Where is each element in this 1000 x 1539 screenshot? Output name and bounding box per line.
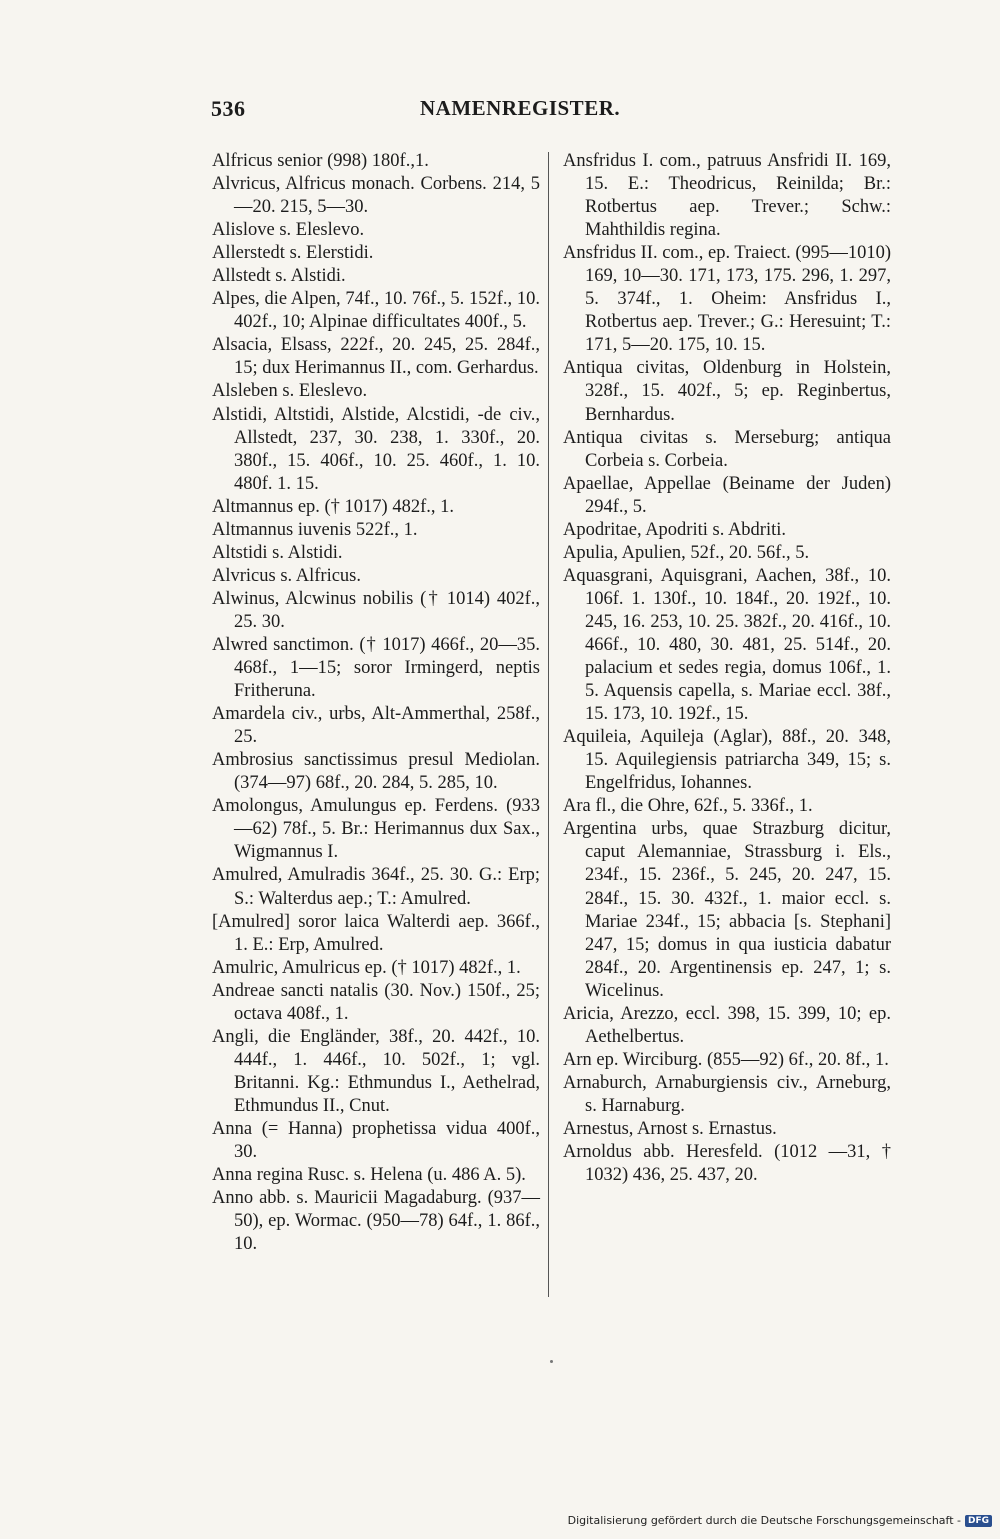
footer-credit bbox=[568, 1514, 992, 1527]
index-entry: Alstidi, Altstidi, Alstide, Alcstidi, -de civ., Allstedt, 237, 30. 238, 1. 330f., 20. 380f., 15. 406f., 10. 25. 460f., 1. 10. 480f. 1. 15. bbox=[212, 404, 540, 494]
index-entry: Alvricus s. Alfricus. bbox=[212, 565, 362, 586]
index-entry: Antiqua civitas s. Merseburg; antiqua Corbeia s. Corbeia. bbox=[563, 427, 891, 471]
index-entry: Aquasgrani, Aquisgrani, Aachen, 38f., 10. 106f. 1. 130f., 10. 184f., 20. 192f., 10. 245, 16. 253, 10. 25. 382f., 20. 416f., 10. 466f., 10. 480, 30. 481, 25. 514f., 20. palacium et sedes regia, domus 106f., 1. 5. Aquensis capella, s. Mariae eccl. 38f., 15. 173, 10. 192f., 15. bbox=[563, 565, 891, 725]
index-entry: Alwred sanctimon. († 1017) 466f., 20—35. 468f., 1—15; soror Irmingerd, neptis Fritheruna. bbox=[212, 634, 540, 702]
index-column-left bbox=[212, 150, 540, 1256]
index-entry: Amulred, Amulradis 364f., 25. 30. G.: Erp; S.: Walterdus aep.; T.: Amulred. bbox=[212, 865, 540, 909]
index-entry: Alvricus, Alfricus monach. Corbens. 214, 5—20. 215, 5—30. bbox=[212, 174, 540, 218]
index-entry: Amolongus, Amulungus ep. Ferdens. (933—62) 78f., 5. Br.: Herimannus dux Sax., Wigmannus I. bbox=[212, 796, 540, 863]
index-entry: Argentina urbs, quae Strazburg dicitur, caput Alemanniae, Strassburg i. Els., 234f., 15. 236f., 5. 245, 20. 247, 15. 284f., 15. 30. 432f., 1. maior eccl. s. Mariae 234f., 15; abbacia [s. Stephani] 247, 15; domus in qua iusticia dabatur 284f., 20. Argentinensis ep. 247, 1; s. Wicelinus. bbox=[563, 819, 891, 1001]
index-entry: Apulia, Apulien, 52f., 20. 56f., 5. bbox=[563, 542, 810, 563]
index-entry: Ansfridus I. com., patruus Ansfridi II. 169, 15. E.: Theodricus, Reinilda; Br.: Rotbertus aep. Trever.; Schw.: Mahthildis regina. bbox=[563, 151, 891, 241]
index-column-right bbox=[563, 150, 891, 1187]
index-entry: Alwinus, Alcwinus nobilis († 1014) 402f., 25. 30. bbox=[212, 588, 540, 632]
index-entry: Apodritae, Apodriti s. Abdriti. bbox=[563, 519, 787, 540]
index-entry: Aquileia, Aquileja (Aglar), 88f., 20. 348, 15. Aquilegiensis patriarcha 349, 15; s. Engelfridus, Iohannes. bbox=[563, 727, 891, 794]
index-entry: Anna (= Hanna) prophetissa vidua 400f., 30. bbox=[212, 1118, 540, 1163]
index-entry: Altstidi s. Alstidi. bbox=[212, 542, 343, 563]
index-entry: Arnoldus abb. Heresfeld. (1012 —31, † 1032) 436, 25. 437, 20. bbox=[563, 1142, 891, 1186]
column-divider bbox=[548, 152, 549, 1297]
index-entry: Andreae sancti natalis (30. Nov.) 150f., 25; octava 408f., 1. bbox=[212, 980, 540, 1024]
index-entry: Angli, die Engländer, 38f., 20. 442f., 10. 444f., 1. 446f., 10. 502f., 1; vgl. Britanni. Kg.: Ethmundus I., Aethelrad, Ethmundus II., Cnut. bbox=[212, 1026, 540, 1116]
index-entry: Amulric, Amulricus ep. († 1017) 482f., 1. bbox=[212, 957, 521, 978]
index-entry: Ansfridus II. com., ep. Traiect. (995—1010) 169, 10—30. 171, 173, 175. 296, 1. 297, 5. 374f., 1. Oheim: Ansfridus I., Rotbertus aep. Trever.; G.: Heresuint; T.: 171, 5—20. 175, 10. 15. bbox=[563, 243, 891, 356]
page-number: 536 bbox=[211, 96, 246, 121]
index-entry: Allerstedt s. Elerstidi. bbox=[212, 243, 374, 264]
index-entry: Altmannus iuvenis 522f., 1. bbox=[212, 519, 418, 540]
index-entry: Ara fl., die Ohre, 62f., 5. 336f., 1. bbox=[563, 796, 813, 817]
index-entry: Antiqua civitas, Oldenburg in Holstein, 328f., 15. 402f., 5; ep. Reginbertus, Bernhardus. bbox=[563, 358, 891, 425]
index-entry: Aricia, Arezzo, eccl. 398, 15. 399, 10; ep. Aethelbertus. bbox=[563, 1003, 891, 1047]
index-entry: Apaellae, Appellae (Beiname der Juden) 294f., 5. bbox=[563, 473, 891, 517]
index-entry: Allstedt s. Alstidi. bbox=[212, 266, 346, 287]
dfg-logo: DFG bbox=[965, 1515, 992, 1527]
index-entry: Arnaburch, Arnaburgiensis civ., Arneburg, s. Harnaburg. bbox=[563, 1072, 891, 1116]
running-head: NAMENREGISTER. bbox=[420, 96, 621, 120]
index-entry: Arn ep. Wirciburg. (855—92) 6f., 20. 8f., 1. bbox=[563, 1049, 889, 1070]
index-entry: Amardela civ., urbs, Alt-Ammerthal, 258f., 25. bbox=[212, 704, 540, 748]
index-entry: Ambrosius sanctissimus presul Mediolan. (374—97) 68f., 20. 284, 5. 285, 10. bbox=[212, 750, 540, 794]
index-entry: Alfricus senior (998) 180f.,1. bbox=[212, 151, 429, 171]
index-entry: [Amulred] soror laica Walterdi aep. 366f., 1. E.: Erp, Amulred. bbox=[212, 911, 540, 955]
index-entry: Alsacia, Elsass, 222f., 20. 245, 25. 284f., 15; dux Herimannus II., com. Gerhardus. bbox=[212, 335, 540, 379]
speck bbox=[550, 1360, 553, 1363]
index-entry: Altmannus ep. († 1017) 482f., 1. bbox=[212, 496, 455, 517]
footer-text: Digitalisierung gefördert durch die Deutsche Forschungsgemeinschaft - bbox=[567, 1514, 961, 1527]
index-entry: Alpes, die Alpen, 74f., 10. 76f., 5. 152f., 10. 402f., 10; Alpinae difficultates 400f., 5. bbox=[212, 289, 540, 333]
index-entry: Alislove s. Eleslevo. bbox=[212, 220, 365, 241]
index-entry: Alsleben s. Eleslevo. bbox=[212, 381, 368, 402]
index-entry: Anna regina Rusc. s. Helena (u. 486 A. 5). bbox=[212, 1165, 526, 1186]
index-entry: Anno abb. s. Mauricii Magadaburg. (937—50), ep. Wormac. (950—78) 64f., 1. 86f., 10. bbox=[212, 1188, 540, 1255]
index-entry: Arnestus, Arnost s. Ernastus. bbox=[563, 1118, 777, 1139]
